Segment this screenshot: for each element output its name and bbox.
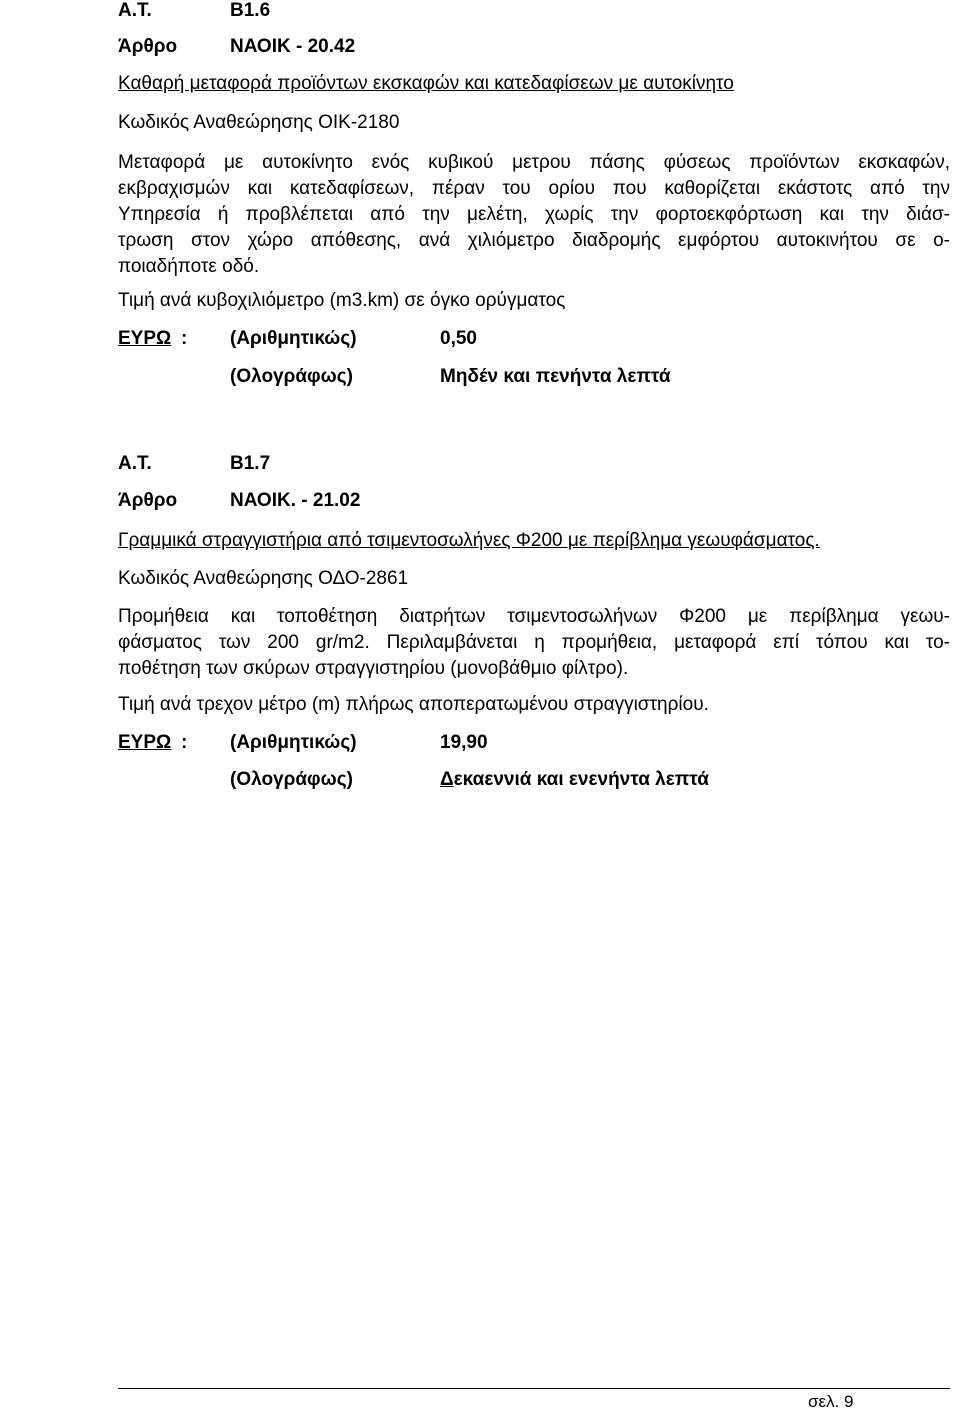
numeric-label: (Αριθμητικώς): [230, 328, 357, 349]
item-title: Καθαρή μεταφορά προϊόντων εκσκαφών και κατεδαφίσεων με αυτοκίνητο: [118, 73, 734, 94]
words-label: (Ολογράφως): [230, 769, 353, 790]
footer-divider: [118, 1388, 950, 1389]
page-number: σελ. 9: [808, 1392, 854, 1411]
article-value: ΝΑΟΙΚ. - 21.02: [230, 490, 361, 511]
description-line: ποθέτηση των σκύρων στραγγιστηρίου (μονοβάθμιο φίλτρο).: [118, 658, 629, 679]
description-line: τρωση στον χώρο απόθεσης, ανά χιλιόμετρο διαδρομής εμφόρτου αυτοκινήτου σε ο-: [118, 230, 950, 251]
article-label: Άρθρο: [118, 490, 178, 511]
description-line: Υπηρεσία ή προβλέπεται από την μελέτη, χωρίς την φορτοεκφόρτωση και την διάσ-: [118, 204, 950, 225]
article-label: Άρθρο: [118, 36, 178, 57]
description-line: εκβραχισμών και κατεδαφίσεων, πέραν του ορίου που καθορίζεται εκάστοτς από την: [118, 178, 950, 199]
price-words-rest: εκαεννιά και ενενήντα λεπτά: [453, 769, 709, 790]
currency-label: ΕΥΡΩ: [118, 732, 172, 753]
description-line: ποιαδήποτε οδό.: [118, 256, 260, 277]
description: [118, 604, 950, 682]
currency-colon: :: [181, 732, 188, 753]
revision-code: Κωδικός Αναθεώρησης ΟΙΚ-2180: [118, 112, 400, 133]
price-words-initial: Δ: [440, 769, 454, 790]
at-label: A.T.: [118, 453, 152, 474]
description-line: φάσματος των 200 gr/m2. Περιλαμβάνεται η προμήθεια, μεταφορά επί τόπου και το-: [118, 632, 950, 653]
numeric-label: (Αριθμητικώς): [230, 732, 357, 753]
currency-label: ΕΥΡΩ: [118, 328, 172, 349]
price-numeric: 0,50: [440, 328, 477, 349]
currency-colon: :: [181, 328, 188, 349]
description: [118, 150, 950, 280]
revision-code: Κωδικός Αναθεώρησης ΟΔΟ-2861: [118, 568, 409, 589]
unit-price-text: Τιμή ανά τρεχον μέτρο (m) πλήρως αποπερατωμένου στραγγιστηρίου.: [118, 694, 709, 715]
description-line: Μεταφορά με αυτοκίνητο ενός κυβικού μετρου πάσης φύσεως προϊόντων εκσκαφών,: [118, 152, 950, 173]
price-words: Μηδέν και πενήντα λεπτά: [440, 366, 671, 387]
price-numeric: 19,90: [440, 732, 488, 753]
at-value: B1.7: [230, 453, 271, 474]
words-label: (Ολογράφως): [230, 366, 353, 387]
price-words: [440, 769, 709, 791]
article-value: ΝΑΟΙΚ - 20.42: [230, 36, 356, 57]
unit-price-text: Τιμή ανά κυβοχιλιόμετρο (m3.km) σε όγκο ορύγματος: [118, 290, 566, 311]
description-line: Προμήθεια και τοποθέτηση διατρήτων τσιμεντοσωλήνων Φ200 με περίβλημα γεωυ-: [118, 606, 950, 627]
at-value: B1.6: [230, 0, 271, 21]
at-label: A.T.: [118, 0, 152, 21]
item-title: Γραμμικά στραγγιστήρια από τσιμεντοσωλήνες Φ200 με περίβλημα γεωυφάσματος.: [118, 530, 820, 551]
